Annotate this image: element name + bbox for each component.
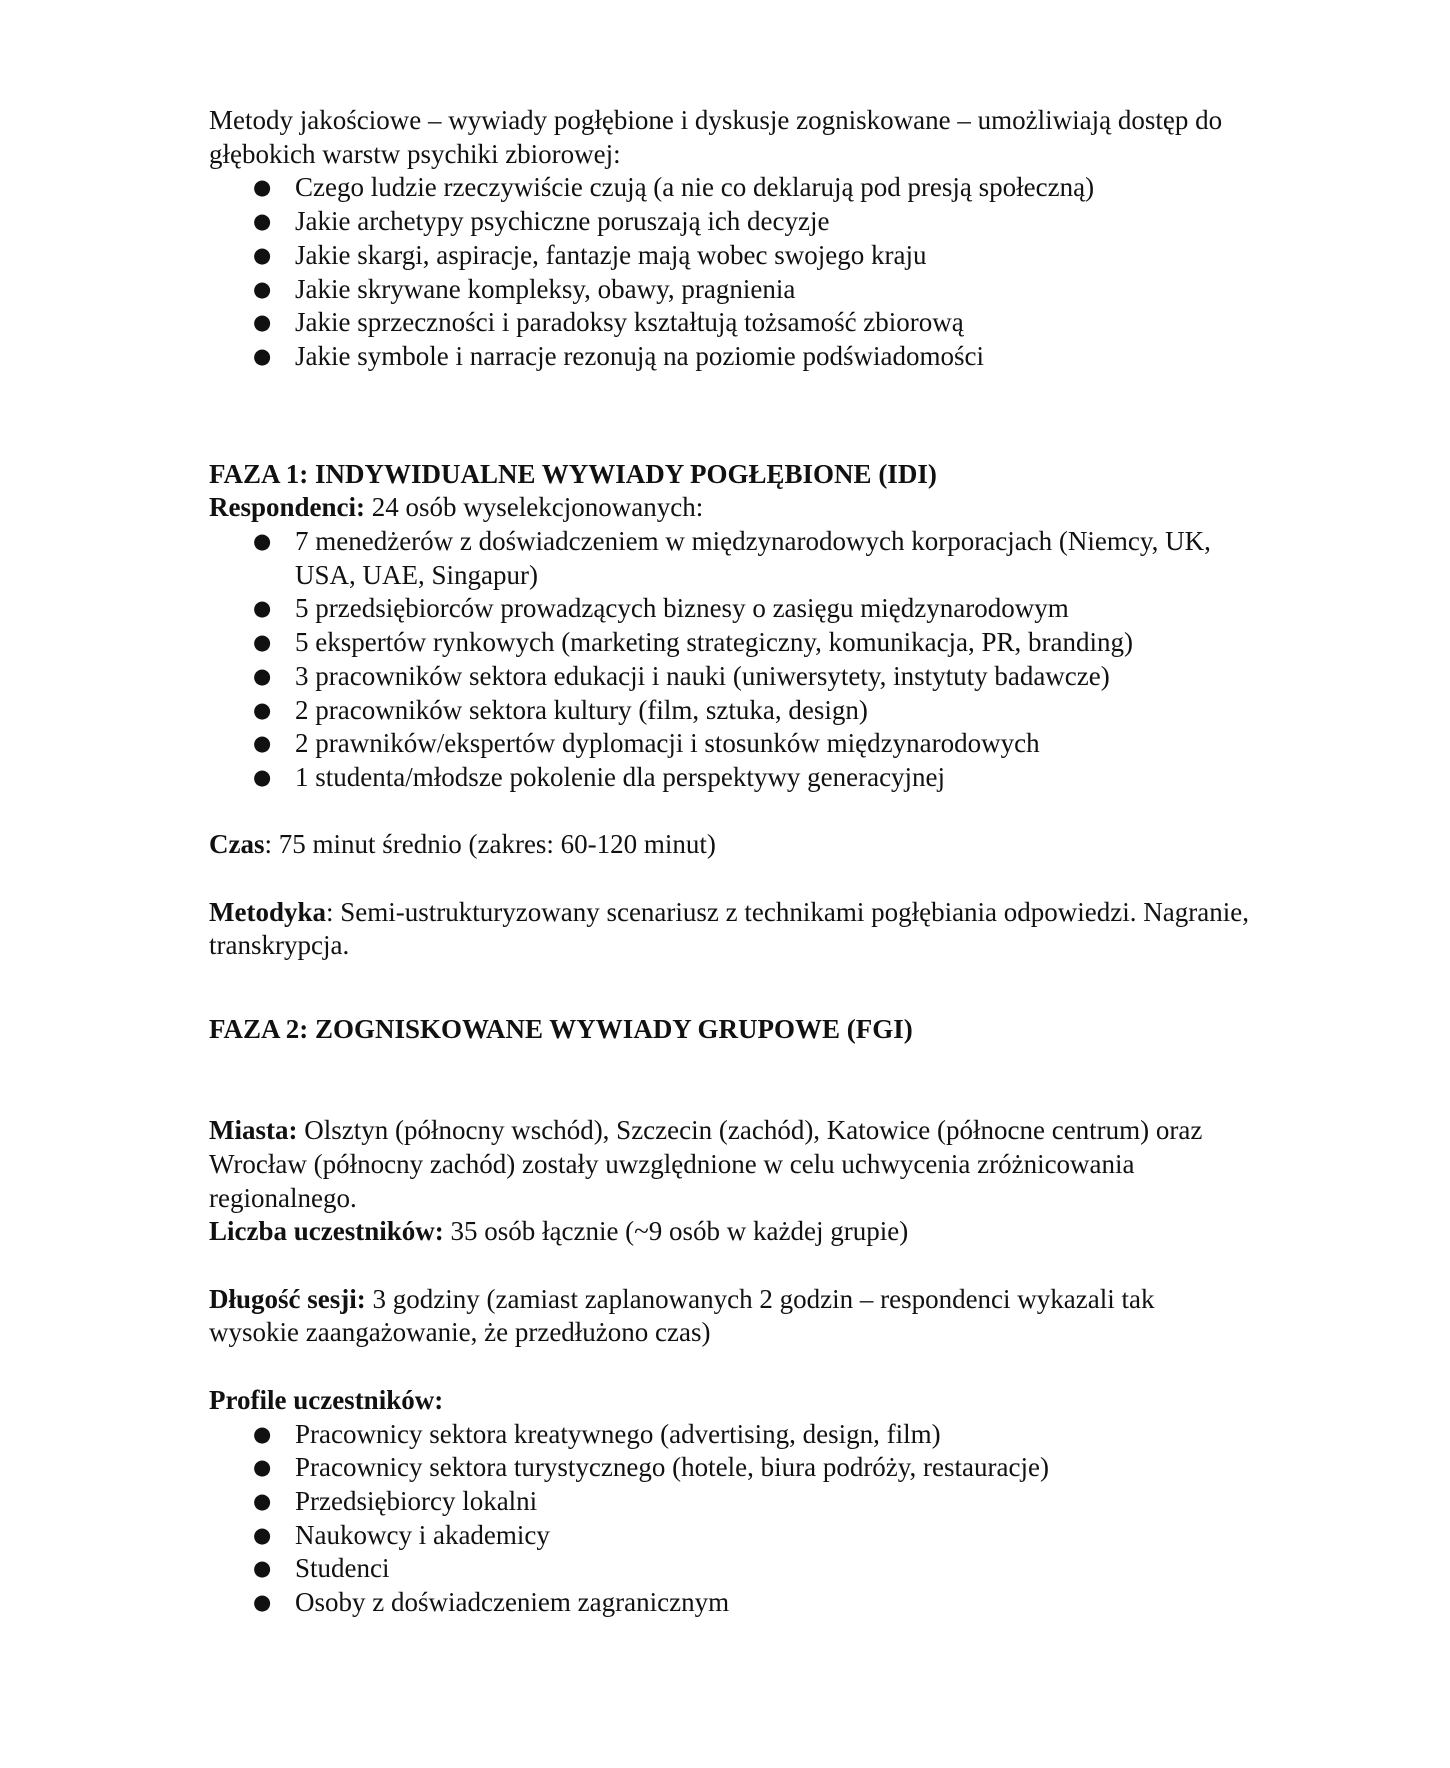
list-item: ● 3 pracowników sektora edukacji i nauki (uniwersytety, instytuty badawcze) bbox=[209, 660, 1249, 694]
list-item: ● Jakie skrywane kompleksy, obawy, pragnienia bbox=[209, 273, 1249, 307]
time-label: Czas bbox=[209, 829, 265, 860]
phase2-cities bbox=[209, 1114, 1249, 1215]
duration-text: 3 godziny (zamiast zaplanowanych 2 godzin – respondenci wykazali tak wysokie zaangażowanie, że przedłużono czas) bbox=[209, 1283, 1155, 1348]
list-item: ● 5 ekspertów rynkowych (marketing strategiczny, komunikacja, PR, branding) bbox=[209, 626, 1249, 660]
phase1-respondents bbox=[209, 491, 1249, 525]
list-item: ● Pracownicy sektora turystycznego (hotele, biura podróży, restauracje) bbox=[209, 1451, 1249, 1485]
respondents-text: 24 osób wyselekcjonowanych: bbox=[365, 492, 704, 523]
list-item: ● 2 prawników/ekspertów dyplomacji i stosunków międzynarodowych bbox=[209, 727, 1249, 761]
list-item: ● Jakie skargi, aspiracje, fantazje mają wobec swojego kraju bbox=[209, 239, 1249, 273]
method-label: Metodyka bbox=[209, 896, 326, 927]
spacer bbox=[209, 1249, 1249, 1283]
participants-text: 35 osób łącznie (~9 osób w każdej grupie) bbox=[443, 1216, 909, 1247]
list-item: ● Naukowcy i akademicy bbox=[209, 1519, 1249, 1553]
list-item: ● Pracownicy sektora kreatywnego (advertising, design, film) bbox=[209, 1418, 1249, 1452]
phase1-method bbox=[209, 896, 1249, 963]
respondents-label: Respondenci: bbox=[209, 492, 366, 523]
intro-paragraph: Metody jakościowe – wywiady pogłębione i dyskusje zogniskowane – umożliwiają dostęp do głębokich warstw psychiki zbiorowej: bbox=[209, 105, 1223, 169]
duration-label: Długość sesji: bbox=[209, 1283, 366, 1314]
list-item: ● 7 menedżerów z doświadczeniem w międzynarodowych korporacjach (Niemcy, UK, USA, UAE, Singapur) bbox=[209, 525, 1249, 592]
list-item: ● Przedsiębiorcy lokalni bbox=[209, 1485, 1249, 1519]
method-text: : Semi-ustrukturyzowany scenariusz z technikami pogłębiania odpowiedzi. Nagranie, transkrypcja. bbox=[209, 896, 1249, 961]
spacer bbox=[209, 1047, 1249, 1114]
phase1-heading: FAZA 1: INDYWIDUALNE WYWIADY POGŁĘBIONE (IDI) bbox=[209, 458, 937, 489]
list-item: ● 5 przedsiębiorców prowadzących biznesy o zasięgu międzynarodowym bbox=[209, 592, 1249, 626]
intro-list bbox=[209, 171, 1249, 373]
list-item: ● Jakie archetypy psychiczne poruszają ich decyzje bbox=[209, 205, 1249, 239]
document-body bbox=[209, 104, 1249, 1620]
cities-text: Olsztyn (północny wschód), Szczecin (zachód), Katowice (północne centrum) oraz Wrocław (północny zachód) zostały uwzględnione w celu uchwycenia zróżnicowania regionalnego. bbox=[209, 1115, 1203, 1213]
spacer bbox=[209, 374, 1249, 458]
list-item: ● 2 pracowników sektora kultury (film, sztuka, design) bbox=[209, 694, 1249, 728]
phase2-participants bbox=[209, 1215, 1249, 1249]
spacer bbox=[209, 1350, 1249, 1384]
spacer bbox=[209, 963, 1249, 1013]
phase1-list bbox=[209, 525, 1249, 795]
phase2-list bbox=[209, 1418, 1249, 1620]
phase2-heading: FAZA 2: ZOGNISKOWANE WYWIADY GRUPOWE (FGI) bbox=[209, 1014, 913, 1045]
list-item: ● Jakie sprzeczności i paradoksy kształtują tożsamość zbiorową bbox=[209, 306, 1249, 340]
phase2-duration bbox=[209, 1283, 1249, 1350]
participants-label: Liczba uczestników: bbox=[209, 1216, 444, 1247]
spacer bbox=[209, 862, 1249, 896]
list-item: ● Osoby z doświadczeniem zagranicznym bbox=[209, 1586, 1249, 1620]
list-item: ● Czego ludzie rzeczywiście czują (a nie co deklarują pod presją społeczną) bbox=[209, 171, 1249, 205]
time-text: : 75 minut średnio (zakres: 60-120 minut) bbox=[264, 829, 716, 860]
spacer bbox=[209, 795, 1249, 829]
phase1-time bbox=[209, 828, 1249, 862]
cities-label: Miasta: bbox=[209, 1115, 298, 1146]
list-item: ● Jakie symbole i narracje rezonują na poziomie podświadomości bbox=[209, 340, 1249, 374]
list-item: ● Studenci bbox=[209, 1552, 1249, 1586]
list-item: ● 1 studenta/młodsze pokolenie dla perspektywy generacyjnej bbox=[209, 761, 1249, 795]
phase2-profiles-label: Profile uczestników: bbox=[209, 1384, 444, 1415]
